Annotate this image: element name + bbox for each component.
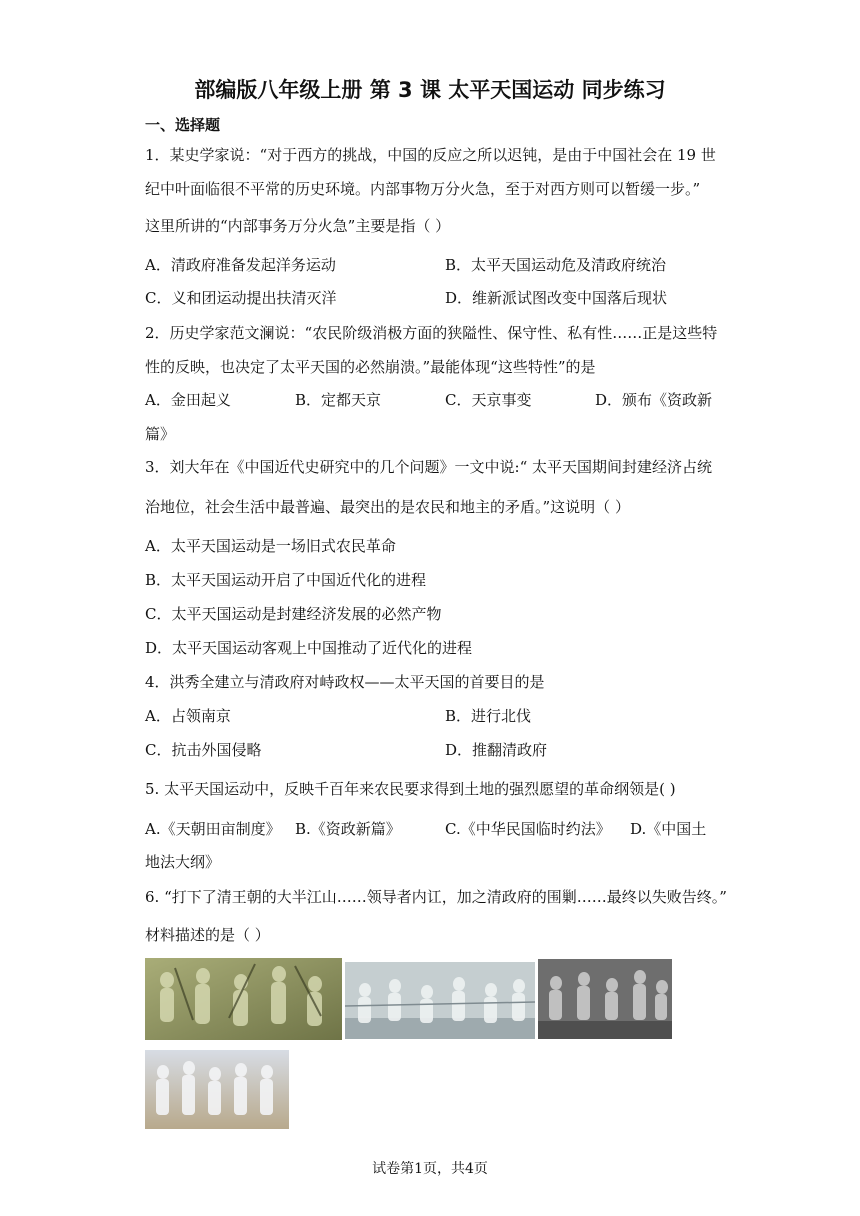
q1-option-d[interactable]: D．维新派试图改变中国落后现状 (445, 289, 668, 307)
q3-stem-line1: 3．刘大年在《中国近代史研究中的几个问题》一文中说:“ 太平天国期间封建经济占统 (145, 458, 713, 476)
q5-option-d-continued: 地法大纲》 (145, 853, 221, 871)
q4-option-c[interactable]: C．抗击外国侵略 (145, 741, 262, 759)
q5-stem: 5. 太平天国运动中，反映千百年来农民要求得到土地的强烈愿望的革命纲领是( ) (145, 780, 676, 798)
section-heading: 一、选择题 (145, 116, 221, 134)
relief-image-4 (145, 1050, 289, 1129)
q2-stem-line1: 2．历史学家范文澜说：“农民阶级消极方面的狭隘性、保守性、私有性……正是这些特 (145, 324, 718, 342)
q2-option-c[interactable]: C．天京事变 (445, 391, 532, 409)
q3-option-d[interactable]: D．太平天国运动客观上中国推动了近代化的进程 (145, 639, 473, 657)
q2-option-a[interactable]: A．金田起义 (145, 391, 231, 409)
q2-stem-line2: 性的反映，也决定了太平天国的必然崩溃。”最能体现“这些特性”的是 (145, 358, 596, 376)
q5-option-c[interactable]: C.《中华民国临时约法》 (445, 820, 611, 838)
q3-option-b[interactable]: B．太平天国运动开启了中国近代化的进程 (145, 571, 427, 589)
q2-option-d[interactable]: D．颁布《资政新 (595, 391, 713, 409)
q5-option-d[interactable]: D.《中国土 (630, 820, 707, 838)
relief-image-2 (345, 962, 535, 1039)
q1-stem-line3: 这里所讲的“内部事务万分火急”主要是指（ ） (145, 217, 451, 235)
q1-stem-line1: 1．某史学家说：“对于西方的挑战，中国的反应之所以迟钝，是由于中国社会在 19 世 (145, 146, 716, 164)
q6-stem-line2: 材料描述的是（ ） (145, 926, 270, 944)
q5-option-b[interactable]: B.《资政新篇》 (295, 820, 401, 838)
q6-stem-line1: 6. “打下了清王朝的大半江山……领导者内讧，加之清政府的围剿……最终以失败告终。” (145, 888, 727, 906)
q4-stem: 4．洪秀全建立与清政府对峙政权——太平天国的首要目的是 (145, 673, 545, 691)
q4-option-b[interactable]: B．进行北伐 (445, 707, 532, 725)
relief-image-3 (538, 959, 672, 1039)
q4-option-d[interactable]: D．推翻清政府 (445, 741, 548, 759)
page-title: 部编版八年级上册 第 3 课 太平天国运动 同步练习 (194, 78, 666, 102)
q5-option-a[interactable]: A.《天朝田亩制度》 (145, 820, 281, 838)
relief-image-1 (145, 958, 342, 1040)
q2-option-b[interactable]: B．定都天京 (295, 391, 382, 409)
q2-option-d-continued: 篇》 (145, 425, 176, 443)
q1-option-a[interactable]: A．清政府准备发起洋务运动 (145, 256, 336, 274)
q4-option-a[interactable]: A．占领南京 (145, 707, 231, 725)
q1-option-b[interactable]: B．太平天国运动危及清政府统治 (445, 256, 667, 274)
q1-option-c[interactable]: C．义和团运动提出扶清灭洋 (145, 289, 337, 307)
q3-stem-line2: 治地位，社会生活中最普遍、最突出的是农民和地主的矛盾。”这说明（ ） (145, 498, 630, 516)
q1-stem-line2: 纪中叶面临很不平常的历史环境。内部事物万分火急，至于对西方则可以暂缓一步。” (145, 180, 701, 198)
q3-option-c[interactable]: C．太平天国运动是封建经济发展的必然产物 (145, 605, 442, 623)
q3-option-a[interactable]: A．太平天国运动是一场旧式农民革命 (145, 537, 396, 555)
page-footer: 试卷第1页，共4页 (372, 1161, 488, 1177)
